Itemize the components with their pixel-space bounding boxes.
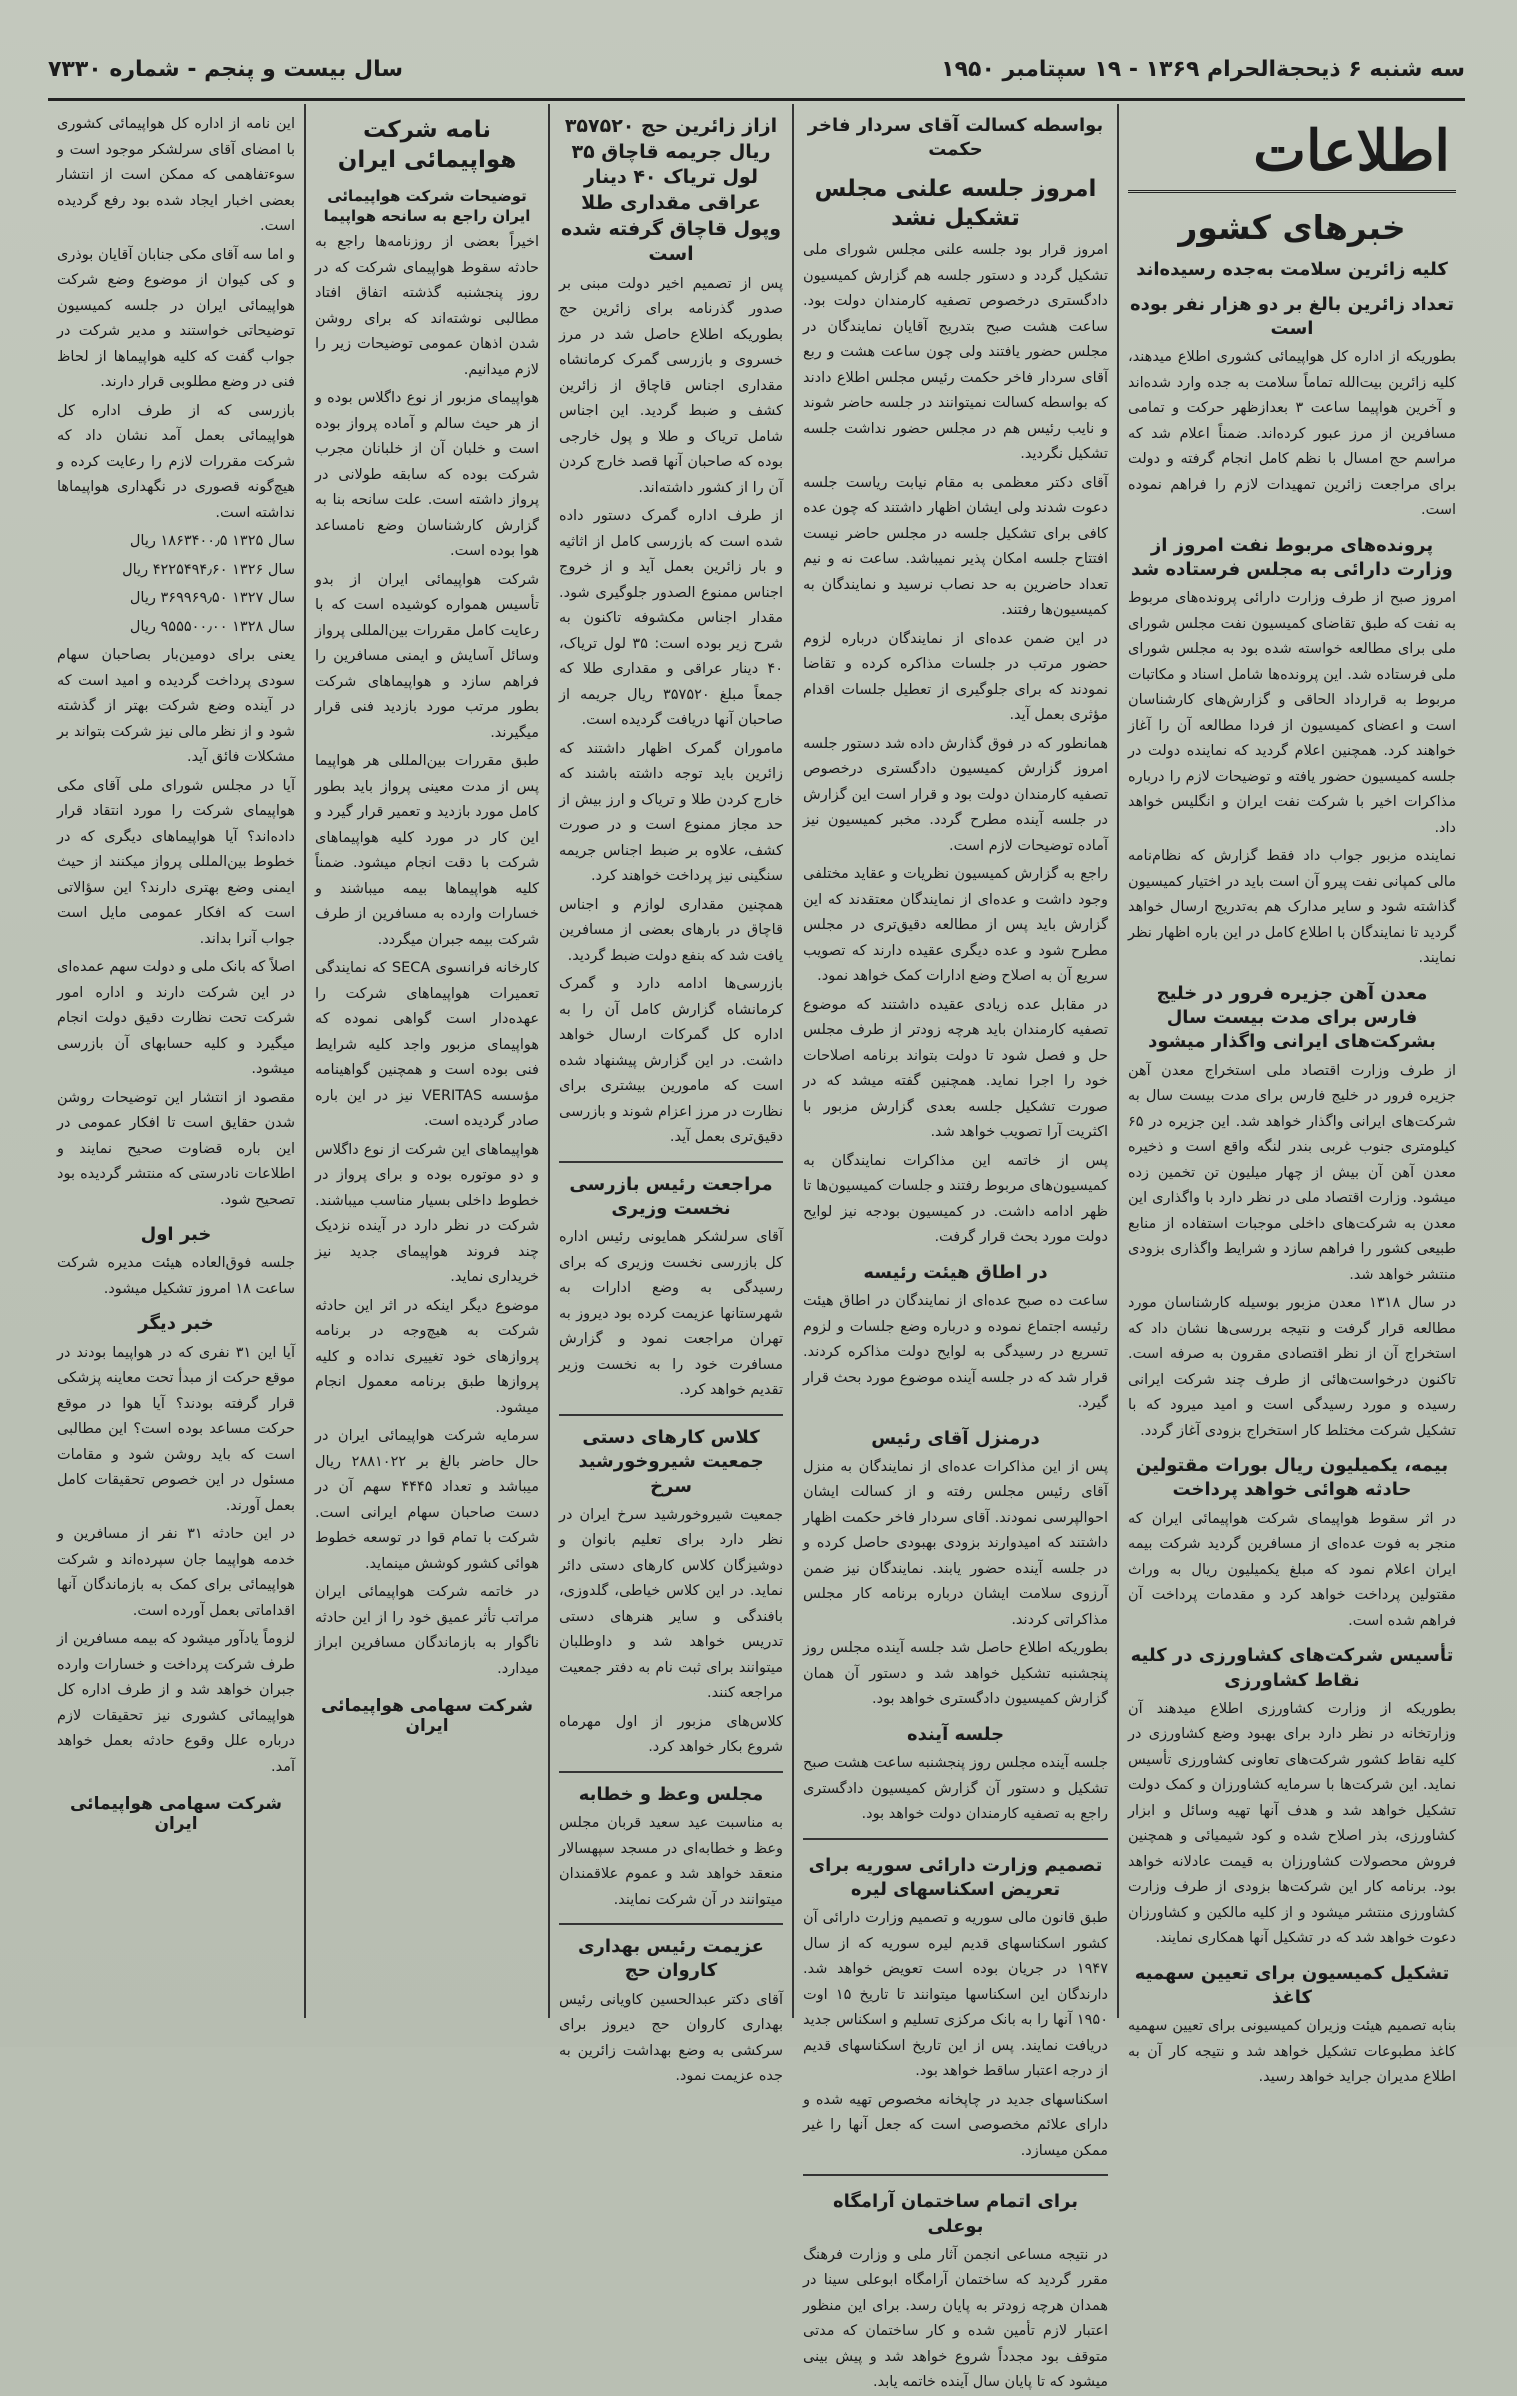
column-3 <box>550 104 794 2085</box>
article-text: طبق مقررات بین‌المللی هر هواپیما پس از مدت معینی پرواز باید بطور کامل مورد بازدید و تعمیر قرار گیرد و این کار در مورد کلیه هواپیماهای شرکت با دقت انجام میشود. ضمناً کلیه هواپیماها بیمه میباشند و خسارات وارده به مسافرین از طرف شرکت بیمه جبران میگردد. <box>315 753 539 948</box>
headline: تشکیل کمیسیون برای تعیین سهمیه کاغذ <box>1134 1962 1450 2009</box>
headline: تعداد زائرین بالغ بر دو هزار نفر بوده است <box>1129 293 1455 339</box>
article-text: هواپیمای مزبور از نوع داگلاس بوده و از هر حیث سالم و آماده پرواز بوده است و خلبان آن از خلبانان مجرب شرکت بوده که سابقه طولانی در پرواز داشته است. علت سانحه بنا به گزارش کارشناسان وضع نامساعد هوا بوده است. <box>315 390 539 560</box>
article-text: راجع به گزارش کمیسیون نظریات و عقاید مختلفی وجود داشت و عده‌ای از نمایندگان معتقدند که این گزارش باید پس از مطالعه دقیق‌تری در مجلس مطرح شود و عده دیگری عقیده دارند که تصویب سریع آن به اصلاح وضع ادارات کمک خواهد نمود. <box>803 866 1108 985</box>
headline: خبر اول <box>140 1224 212 1245</box>
article-text: طبق قانون مالی سوریه و تصمیم وزارت دارائی آن کشور اسکناسهای قدیم لیره سوریه که از سال ۱۹۴۷ در جریان بوده است تعویض خواهد شد. دارندگان این اسکناسها میتوانند تا تاریخ ۱۵ اوت ۱۹۵۰ آنها را به بانک مرکزی تسلیم و اسکناس جدید دریافت نمایند. پس از این تاریخ اسکناسهای قدیم از درجه اعتبار ساقط خواهد بود. <box>803 1910 1108 2080</box>
article-text: آقای سرلشکر همایونی رئیس اداره کل بازرسی نخست وزیری که برای رسیدگی به وضع ادارات به شهرستانها عزیمت کرده بود دیروز به تهران مراجعت نمود و گزارش مسافرت خود را به نخست وزیر تقدیم خواهد کرد. <box>559 1229 783 1399</box>
article-text: نماینده مزبور جواب داد فقط گزارش که نظام‌نامه مالی کمپانی نفت پیرو آن است باید در اختیار کمیسیون گذاشته شود و سایر مدارک هم به‌تدریج ارسال خواهد گردید تا نمایندگان با اطلاع کامل در این باره اظهار نظر نمایند. <box>1128 848 1456 967</box>
financial-line: سال ۱۳۲۵ ۱۸۶۳۴۰۰٫۵ ریال <box>129 533 295 549</box>
divider <box>559 1414 783 1416</box>
article-text: مقصود از انتشار این توضیحات روشن شدن حقایق است تا افکار عمومی در این باره قضاوت صحیح نمایند و اطلاعات نادرستی که منتشر گردیده بود تصحیح شود. <box>57 1089 295 1208</box>
headline: تأسیس شرکت‌های کشاورزی در کلیه نقاط کشاورزی <box>1130 1645 1454 1691</box>
headline: بیمه، یکمیلیون ریال بورات مقتولین حادثه هوائی خواهد پرداخت <box>1135 1455 1449 1501</box>
article-text: بنابه تصمیم هیئت وزیران کمیسیونی برای تعیین سهمیه کاغذ مطبوعات تشکیل خواهد شد و نتیجه کار آن به اطلاع مدیران جراید خواهد رسید. <box>1128 2018 1456 2086</box>
article-text: آقای دکتر معظمی به مقام نیابت ریاست جلسه دعوت شدند ولی ایشان اظهار داشتند که چون عده کافی برای تشکیل جلسه در مجلس حاضر نیست افتتاح جلسه امکان پذیر نمیباشد. ساعت نه و نیم تعداد حاضرین به حد نصاب نرسید و نمایندگان به کمیسیون‌ها رفتند. <box>803 474 1108 619</box>
article-text: اخیراً بعضی از روزنامه‌ها راجع به حادثه سقوط هواپیمای شرکت که در روز پنجشنبه گذشته اتفاق افتاد مطالبی نوشته‌اند که برای روشن شدن اذهان عمومی توضیحات زیر را لازم میدانیم. <box>315 234 539 378</box>
article-text: ساعت ده صبح عده‌ای از نمایندگان در اطاق هیئت رئیسه اجتماع نموده و درباره وضع جلسات و لزوم تسریع در رسیدگی به لوایح دولت مذاکره کردند. قرار شد که در جلسه آینده موضوع مورد بحث قرار گیرد. <box>803 1293 1108 1412</box>
article-text: در اثر سقوط هواپیمای شرکت هواپیمائی ایران که منجر به فوت عده‌ای از مسافرین گردید شرکت بیمه ایران اعلام نمود که مبلغ یکمیلیون ریال به وراث مقتولین پرداخت خواهد کرد و مقدمات پرداخت آن فراهم شده است. <box>1128 1510 1456 1629</box>
article-text: و اما سه آقای مکی جنابان آقایان بوذری و کی کیوان از موضوع وضع شرکت هواپیمائی ایران در جلسه کمیسیون توضیحاتی خواستند و مدیر شرکت در جواب گفت که کلیه هواپیماها از لحاظ فنی در وضع مطلوبی قرار دارند. <box>57 246 295 390</box>
signature: شرکت سهامی هواپیمائی ایران <box>320 1696 534 1737</box>
sub-headline: توضیحات شرکت هواپیمائی ایران راجع به سانحه هواپیما <box>323 186 531 226</box>
article-text: بازرسی‌ها ادامه دارد و گمرک کرمانشاه گزارش کامل آن را به اداره کل گمرکات ارسال خواهد داشت. در این گزارش پیشنهاد شده است که مامورین بیشتری برای نظارت در مرز اعزام شوند و بازرسی دقیق‌تری بعمل آید. <box>559 976 783 1146</box>
avicenna-article <box>803 2174 1108 2396</box>
headline: امروز جلسه علنی مجلس تشکیل نشد <box>814 175 1097 232</box>
financial-line: سال ۱۳۲۸ ۹۵۵۵۰۰٫۰۰ ریال <box>129 618 295 635</box>
issue-number: سال بیست و پنجم - شماره ۷۳۳۰ <box>48 56 404 82</box>
page-header <box>48 40 1465 98</box>
headline: مجلس وعظ و خطابه <box>578 1783 764 1805</box>
headline: تصمیم وزارت دارائی سوریه برای تعریض اسکناسهای لیره <box>808 1854 1103 1901</box>
signature: شرکت سهامی هواپیمائی ایران <box>69 1794 283 1835</box>
article-text: در این حادثه ۳۱ نفر از مسافرین و خدمه هواپیما جان سپرده‌اند و شرکت هواپیمائی برای کمک به بازماندگان آنها اقداماتی بعمل آورده است. <box>57 1526 295 1619</box>
article-text: بازرسی که از طرف اداره کل هواپیمائی بعمل آمد نشان داد که شرکت مقررات لازم را رعایت کرده و هیچ‌گونه قصوری در نگهداری هواپیماها نداشته است. <box>57 402 295 521</box>
article-text: در خاتمه شرکت هواپیمائی ایران مراتب تأثر عمیق خود را از این حادثه ناگوار به بازماندگان مسافرین ابراز میدارد. <box>315 1584 539 1677</box>
article-text: کارخانه فرانسوی SECA که نمایندگی تعمیرات هواپیماهای شرکت را عهده‌دار است گواهی نموده که هواپیمای مزبور واجد کلیه شرایط فنی بوده است و همچنین گواهینامه مؤسسه VERITAS نیز در این باره صادر گردیده است. <box>315 960 539 1130</box>
article-text: در نتیجه مساعی انجمن آثار ملی و وزارت فرهنگ مقرر گردید که ساختمان آرامگاه ابوعلی سینا در همدان هرچه زودتر به پایان رسد. برای این منظور اعتبار لازم تأمین شده و کار ساختمان که مدتی متوقف بود مجدداً شروع خواهد شد و پیش بینی میشود که تا پایان سال آینده خاتمه یابد. <box>803 2246 1108 2391</box>
headline: پرونده‌های مربوط نفت امروز از وزارت دارائی به مجلس فرستاده شد <box>1131 534 1453 580</box>
article-text: این نامه از اداره کل هواپیمائی کشوری با امضای آقای سرلشکر موجود است و سوءتفاهمی که ممکن است از انتشار بعضی اخبار ایجاد شده بود رفع گردیده است. <box>57 116 295 234</box>
article-text: آقای دکتر عبدالحسین کاویانی رئیس بهداری کاروان حج دیروز برای سرکشی به وضع بهداشت زائرین به جده عزیمت نمود. <box>559 1991 783 2085</box>
divider <box>559 1771 783 1773</box>
article-text: جمعیت شیروخورشید سرخ ایران در نظر دارد برای تعلیم بانوان و دوشیزگان کلاس کارهای دستی دائر نماید. در این کلاس خیاطی، گلدوزی، بافندگی و سایر هنرهای دستی تدریس خواهد شد و داوطلبان میتوانند برای ثبت نام به دفتر جمعیت مراجعه کنند. <box>559 1506 783 1702</box>
section-title: خبرهای کشور <box>1178 208 1406 247</box>
article-text: آیا این ۳۱ نفری که در هواپیما بودند در موقع حرکت از مبدأ تحت معاینه پزشکی قرار گرفته بودند؟ آیا هوا در موقع حرکت مساعد بوده است؟ این مطالبی است که باید روشن شود و مقامات مسئول در این خصوص تحقیقات کامل بعمل آورند. <box>57 1344 295 1514</box>
article-text: پس از این مذاکرات عده‌ای از نمایندگان به منزل آقای رئیس مجلس رفته و از کسالت ایشان احوالپرسی نمودند. آقای سردار فاخر حکمت اظهار داشتند که امیدوارند بزودی بهبودی حاصل کرده و در جلسه آینده حضور یابند. نمایندگان نیز ضمن آرزوی سلامت ایشان درباره برنامه کار مجلس مذاکراتی کردند. <box>803 1458 1108 1628</box>
headline: نامه شرکت هواپیمائی ایران <box>337 117 517 173</box>
headline: مراجعت رئیس بازرسی نخست وزیری <box>569 1173 773 1220</box>
article-text: یعنی برای دومین‌بار بصاحبان سهام سودی پرداخت گردیده و امید است که در آینده وضع شرکت بهتر از گذشته شود و از نظر مالی نیز شرکت بتواند بر مشکلات فائق آید. <box>57 647 295 765</box>
article-text: جلسه فوق‌العاده هیئت مدیره شرکت ساعت ۱۸ امروز تشکیل میشود. <box>57 1255 295 1297</box>
article-text: پس از تصمیم اخیر دولت مبنی بر صدور گذرنامه برای زائرین حج بطوریکه اطلاع حاصل شد در مرز خسروی و بازرسی گمرک کرمانشاه مقداری اجناس قاچاق از زائرین کشف و ضبط گردید. این اجناس شامل تریاک و طلا و پول خارجی بوده که صاحبان آنها قصد خارج کردن آن را از کشور داشته‌اند. <box>559 275 783 496</box>
article-text: موضوع دیگر اینکه در اثر این حادثه شرکت به هیچ‌وجه در برنامه پروازهای خود تغییری نداده و کلیه پروازها طبق برنامه معمول انجام میشود. <box>315 1297 539 1416</box>
kicker: بواسطه کسالت آقای سردار فاخر حکمت <box>807 115 1104 161</box>
article-text: در سال ۱۳۱۸ معدن مزبور بوسیله کارشناسان مورد مطالعه قرار گرفت و نتیجه بررسی‌ها نشان داد که استخراج آن از نظر اقتصادی مقرون به صرفه است. تاکنون درخواست‌هائی از طرف چند شرکت ایرانی رسیده و مورد رسیدگی است و امید میرود که با تشکیل شرکت مختلط کار استخراج بزودی آغاز گردد. <box>1128 1295 1457 1439</box>
headline: کلیه زائرین سلامت به‌جده رسیده‌اند <box>1136 259 1448 281</box>
headline: درمنزل آقای رئیس <box>871 1427 1040 1449</box>
header-rule <box>48 98 1465 101</box>
headline: ازاز زائرین حج ۳۵۷۵۲۰ ریال جریمه قاچاق ۳۵ لول تریاک ۴۰ دینار عراقی مقداری طلا وپول قاچاق گرفته شده است <box>560 115 782 266</box>
headline: معدن آهن جزیره فرور در خلیج فارس برای مدت بیست سال بشرکت‌های ایرانی واگذار میشود <box>1148 982 1436 1053</box>
article-text: امروز قرار بود جلسه علنی مجلس شورای ملی تشکیل گردد و دستور جلسه هم گزارش کمیسیون دادگستری درخصوص تصفیه کارمندان دولت بود. ساعت هشت صبح بتدریج آقایان نمایندگان در مجلس حضور یافتند ولی چون ساعت هشت و ربع آقای سردار فاخر حکمت رئیس مجلس اطلاع دادند که بواسطه کسالت نمیتوانند در جلسه حاضر شوند و نایب رئیس هم در مجلس حضور نداشت جلسه تشکیل نگردید. <box>803 242 1108 463</box>
masthead-logo: اطلاعات <box>1128 104 1456 193</box>
article-text: هواپیماهای این شرکت از نوع داگلاس و دو موتوره بوده و برای پرواز در خطوط داخلی بسیار مناسب میباشند. شرکت در نظر دارد در آینده نزدیک چند فروند هواپیمای جدید نیز خریداری نماید. <box>315 1141 539 1286</box>
article-text: بطوریکه اطلاع حاصل شد جلسه آینده مجلس روز پنجشنبه تشکیل خواهد شد و دستور آن همان گزارش کمیسیون دادگستری خواهد بود. <box>803 1640 1108 1708</box>
article-text: کلاس‌های مزبور از اول مهرماه شروع بکار خواهد کرد. <box>559 1713 783 1756</box>
article-text: شرکت هواپیمائی ایران از بدو تأسیس همواره کوشیده است که با رعایت کامل مقررات بین‌المللی پرواز وسائل آسایش و ایمنی مسافرین را فراهم سازد و هواپیماهای شرکت بطور مرتب مورد بازدید فنی قرار میگیرند. <box>315 571 539 741</box>
article-text: آیا در مجلس شورای ملی آقای مکی هواپیمای شرکت را مورد انتقاد قرار داده‌اند؟ آیا هواپیماهای دیگری که در خطوط بین‌المللی پرواز میکنند از حیث ایمنی وضع بهتری دارند؟ این سؤالاتی است که افکار عمومی مایل است جواب آنرا بداند. <box>57 777 295 947</box>
article-text: سرمایه شرکت هواپیمائی ایران در حال حاضر بالغ بر ۲۸۸۱۰۲۲ ریال میباشد و تعداد ۴۴۴۵ سهم آن در دست صاحبان سهام ایرانی است. شرکت با تمام قوا در توسعه خطوط هوائی کشور کوشش مینماید. <box>315 1428 540 1572</box>
article-text: بطوریکه از اداره کل هواپیمائی کشوری اطلاع میدهند، کلیه زائرین بیت‌الله تماماً سلامت به جده وارد شده‌اند و آخرین هواپیما ساعت ۳ بعدازظهر حرکت و تمامی مسافرین از مرز عبور کرده‌اند. ضمناً اعلام شد که مراسم حج امسال با نظم کامل انجام گرفته و دولت برای مراجعت زائرین تمهیدات لازم را فراهم نموده است. <box>1128 349 1456 519</box>
headline: عزیمت رئیس بهداری کاروان حج <box>578 1936 764 1982</box>
columns <box>48 104 1465 2391</box>
article-text: پس از خاتمه این مذاکرات نمایندگان به کمیسیون‌های مربوط رفتند و جلسات کمیسیون‌ها تا ظهر ادامه داشت. در کمیسیون بودجه نیز لوایح دولت مورد بحث قرار گرفت. <box>803 1152 1108 1246</box>
headline: برای اتمام ساختمان آرامگاه بوعلی <box>832 2191 1079 2237</box>
article-text: در مقابل عده زیادی عقیده داشتند که موضوع تصفیه کارمندان باید هرچه زودتر از طرف مجلس حل و فصل شود تا دولت بتواند برنامه اصلاحات خود را اجرا نماید. همچنین گفته میشد که در صورت تشکیل جلسه بعدی گزارش مزبور با اکثریت آرا تصویب خواهد شد. <box>803 996 1108 1141</box>
headline: خبر دیگر <box>138 1313 214 1335</box>
financial-line: سال ۱۳۲۶ ۴۲۲۵۴۹۴٫۶۰ ریال <box>122 561 295 578</box>
column-4 <box>306 104 550 2018</box>
article-text: در این ضمن عده‌ای از نمایندگان درباره لزوم حضور مرتب در جلسات مذاکره کرده و تقاضا نمودند که برای جلوگیری از تعطیل جلسات اقدام مؤثری بعمل آید. <box>803 630 1108 724</box>
article-text: همچنین مقداری لوازم و اجناس قاچاق در بارهای بعضی از مسافرین یافت شد که بنفع دولت ضبط گردید. <box>559 896 783 964</box>
column-2 <box>794 104 1119 2391</box>
divider <box>559 1923 783 1925</box>
article-text: از طرف اداره گمرک دستور داده شده است که بازرسی کامل از اثاثیه و بار زائرین بعمل آید و از خروج اجناس ممنوع الصدور جلوگیری شود. مقدار اجناس مکشوفه تاکنون به شرح زیر بوده است: ۳۵ لول تریاک، ۴۰ دینار عراقی و مقداری طلا که جمعاً مبلغ ۳۵۷۵۲۰ ریال جریمه از صاحبان آنها دریافت گردیده است. <box>559 508 783 729</box>
syria-article <box>803 1838 1108 2165</box>
column-5 <box>48 104 306 2018</box>
article-text: به مناسبت عید سعید قربان مجلس وعظ و خطابه‌ای در مسجد سپهسالار منعقد خواهد شد و عموم علاقمندان میتوانند در آن شرکت نمایند. <box>559 1815 783 1908</box>
article-text: همانطور که در فوق گذارش داده شد دستور جلسه امروز گزارش کمیسیون دادگستری درخصوص تصفیه کارمندان دولت بود و قرار است این گزارش در جلسه آینده مطرح گردد. مخبر کمیسیون نیز آماده توضیحات لازم است. <box>803 735 1108 854</box>
issue-date: سه شنبه ۶ ذیحجة‌الحرام ۱۳۶۹ - ۱۹ سپتامبر ۱۹۵۰ <box>941 56 1465 82</box>
article-text: امروز صبح از طرف وزارت دارائی پرونده‌های مربوط به نفت که طبق تقاضای کمیسیون نفت مجلس شورای ملی برای مطالعه خواسته شده بود به مجلس شورای ملی فرستاده شد. این پرونده‌ها شامل اسناد و مکاتبات مربوط به قرارداد الحاقی و گزارش‌های کارشناسان است و اعضای کمیسیون از فردا مطالعه آن را آغاز خواهند کرد. همچنین اعلام گردید که نماینده دولت در جلسه کمیسیون حضور یافته و توضیحات لازم را درباره مذاکرات اخیر با شرکت نفت ایران و انگلیس خواهد داد. <box>1128 590 1456 836</box>
headline: جلسه آینده <box>906 1723 1005 1745</box>
article-text: اسکناسهای جدید در چاپخانه مخصوص تهیه شده و دارای علائم مخصوصی است که جعل آنها را غیر ممکن میسازد. <box>803 2091 1108 2159</box>
headline: در اطاق هیئت رئیسه <box>863 1261 1048 1283</box>
divider <box>559 1161 783 1163</box>
article-text: لزوماً یادآور میشود که بیمه مسافرین از طرف شرکت پرداخت و خسارات وارده جبران خواهد شد و از طرف اداره کل هواپیمائی کشوری نیز تحقیقات لازم درباره علل وقوع حادثه بعمل خواهد آمد. <box>57 1631 295 1775</box>
article-text: از طرف وزارت اقتصاد ملی استخراج معدن آهن جزیره فرور در خلیج فارس برای مدت بیست سال به شرکت‌های ایرانی واگذار خواهد شد. این جزیره در ۶۵ کیلومتری جنوب غربی بندر لنگه واقع است و ذخیره معدن آهن آن بیش از چهار میلیون تن تخمین زده میشود. وزارت اقتصاد ملی در نظر دارد با واگذاری این معدن به شرکت‌های داخلی موجبات استفاده از منابع طبیعی کشور را فراهم سازد و شرایط واگذاری بزودی منتشر خواهد شد. <box>1128 1062 1456 1283</box>
headline: کلاس کارهای دستی جمعیت شیروخورشید سرخ <box>578 1426 764 1497</box>
article-text: بطوریکه از وزارت کشاورزی اطلاع میدهند آن وزارتخانه در نظر دارد برای بهبود وضع کشاورزی در کلیه نقاط کشور شرکت‌های تعاونی کشاورزی تأسیس نماید. این شرکت‌ها با سرمایه کشاورزان و کمک دولت تشکیل خواهد شد و هدف آنها تهیه وسائل و ابزار کشاورزی، بذر اصلاح شده و کود شیمیائی و همچنین فروش محصولات کشاورزان به قیمت عادلانه خواهد بود. برنامه کار این شرکت‌ها بزودی از طرف وزارت کشاورزی منتشر میشود و از کلیه مالکین و کشاورزان دعوت خواهد شد که در تشکیل آنها همکاری نمایند. <box>1128 1700 1456 1947</box>
article-text: جلسه آینده مجلس روز پنجشنبه ساعت هشت صبح تشکیل و دستور آن گزارش کمیسیون دادگستری راجع به تصفیه کارمندان دولت خواهد بود. <box>803 1755 1108 1823</box>
article-text: اصلاً که بانک ملی و دولت سهم عمده‌ای در این شرکت دارند و اداره امور شرکت تحت نظارت دقیق دولت انجام میگیرد و کلیه حسابهای آن بازرسی میشود. <box>57 959 295 1077</box>
column-1 <box>1119 104 1465 2086</box>
article-text: ماموران گمرک اظهار داشتند که زائرین باید توجه داشته باشند که خارج کردن طلا و تریاک و ارز بیش از حد مجاز ممنوع است و در صورت کشف، علاوه بر ضبط اجناس جریمه سنگینی نیز پرداخت خواهند کرد. <box>559 740 783 885</box>
financial-line: سال ۱۳۲۷ ۳۶۹۹۶۹٫۵۰ ریال <box>129 590 295 606</box>
